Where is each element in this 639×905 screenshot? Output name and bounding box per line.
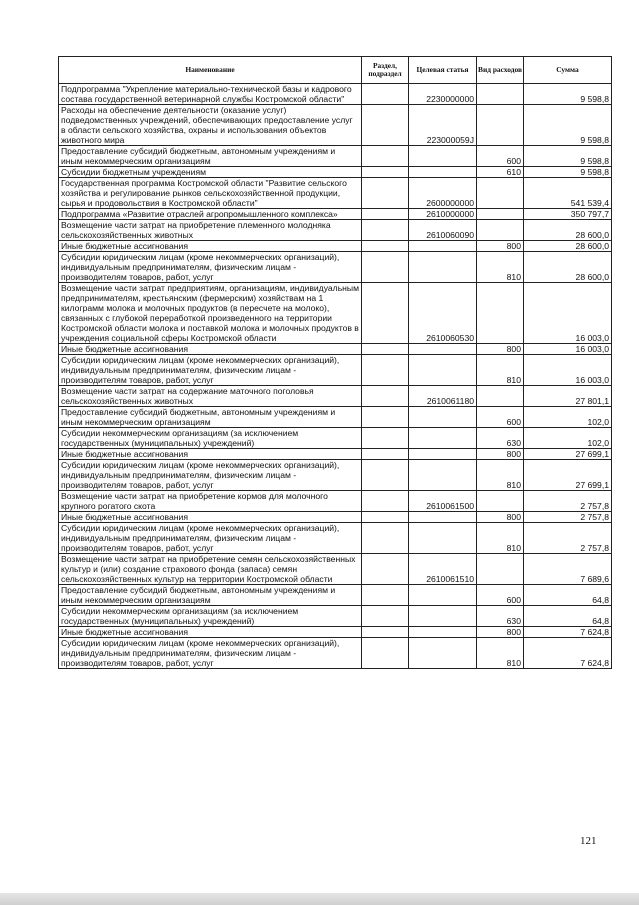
cell-section — [362, 449, 409, 460]
cell-section — [362, 283, 409, 344]
header-section: Раздел, подраздел — [362, 57, 409, 84]
cell-expense: 800 — [477, 512, 524, 523]
cell-name: Субсидии юридическим лицам (кроме некоммерческих организаций), индивидуальным предпринимателям, физическим лицам - производителям товаров, работ, услуг — [59, 355, 362, 386]
cell-sum: 27 699,1 — [524, 460, 612, 491]
table-row — [59, 460, 612, 491]
cell-expense: 630 — [477, 606, 524, 627]
cell-target — [409, 428, 477, 449]
cell-name: Субсидии некоммерческим организациям (за исключением государственных (муниципальных) учреждений) — [59, 428, 362, 449]
cell-expense: 600 — [477, 407, 524, 428]
page-number: 121 — [580, 835, 597, 847]
cell-section — [362, 491, 409, 512]
cell-sum: 2 757,8 — [524, 491, 612, 512]
cell-sum: 7 689,6 — [524, 554, 612, 585]
cell-sum: 9 598,8 — [524, 105, 612, 146]
cell-section — [362, 386, 409, 407]
cell-name: Предоставление субсидий бюджетным, автономным учреждениям и иным некоммерческим организациям — [59, 407, 362, 428]
cell-sum: 16 003,0 — [524, 344, 612, 355]
cell-sum: 28 600,0 — [524, 252, 612, 283]
table-row — [59, 84, 612, 105]
table-row — [59, 355, 612, 386]
cell-sum: 9 598,8 — [524, 84, 612, 105]
cell-expense: 600 — [477, 585, 524, 606]
budget-table — [58, 56, 612, 669]
cell-section — [362, 146, 409, 167]
cell-section — [362, 627, 409, 638]
cell-section — [362, 428, 409, 449]
cell-expense: 610 — [477, 167, 524, 178]
table-row — [59, 512, 612, 523]
cell-target — [409, 512, 477, 523]
cell-name: Возмещение части затрат на приобретение кормов для молочного крупного рогатого скота — [59, 491, 362, 512]
cell-expense: 800 — [477, 449, 524, 460]
cell-section — [362, 355, 409, 386]
cell-expense: 800 — [477, 241, 524, 252]
cell-sum: 27 699,1 — [524, 449, 612, 460]
cell-section — [362, 167, 409, 178]
cell-section — [362, 252, 409, 283]
cell-target — [409, 407, 477, 428]
cell-name: Возмещение части затрат предприятиям, организациям, индивидуальным предпринимателям, крестьянским (фермерским) хозяйствам на 1 килограмм молока и молочных продуктов (в пересчете на молоко), связанных с глубокой переработкой произведенного на территории Костромской области молока и поставкой молока и молочных продуктов в учреждения социальной сферы Костромской области — [59, 283, 362, 344]
cell-section — [362, 407, 409, 428]
cell-sum: 64,8 — [524, 585, 612, 606]
cell-expense — [477, 105, 524, 146]
cell-sum: 27 801,1 — [524, 386, 612, 407]
cell-expense: 800 — [477, 344, 524, 355]
table-row — [59, 241, 612, 252]
cell-sum: 7 624,8 — [524, 627, 612, 638]
cell-name: Иные бюджетные ассигнования — [59, 241, 362, 252]
cell-sum: 541 539,4 — [524, 178, 612, 209]
cell-name: Подпрограмма "Укрепление материально-технической базы и кадрового состава государственной ветеринарной службы Костромской области" — [59, 84, 362, 105]
cell-section — [362, 512, 409, 523]
cell-sum: 7 624,8 — [524, 638, 612, 669]
table-row — [59, 386, 612, 407]
cell-target: 2610060530 — [409, 283, 477, 344]
cell-sum: 350 797,7 — [524, 209, 612, 220]
cell-expense — [477, 84, 524, 105]
cell-section — [362, 606, 409, 627]
cell-name: Подпрограмма «Развитие отраслей агропромышленного комплекса» — [59, 209, 362, 220]
cell-sum: 102,0 — [524, 428, 612, 449]
cell-sum: 28 600,0 — [524, 220, 612, 241]
table-row — [59, 491, 612, 512]
cell-expense — [477, 554, 524, 585]
header-expense: Вид расходов — [477, 57, 524, 84]
page-edge-shadow — [0, 893, 639, 905]
cell-name: Возмещение части затрат на содержание маточного поголовья сельскохозяйственных животных — [59, 386, 362, 407]
cell-sum: 16 003,0 — [524, 355, 612, 386]
cell-section — [362, 523, 409, 554]
table-row — [59, 178, 612, 209]
table-row — [59, 585, 612, 606]
table-row — [59, 220, 612, 241]
cell-target — [409, 606, 477, 627]
cell-section — [362, 241, 409, 252]
cell-expense: 810 — [477, 523, 524, 554]
cell-expense: 800 — [477, 627, 524, 638]
cell-name: Возмещение части затрат на приобретение семян сельскохозяйственных культур и (или) создание страхового фонда (запаса) семян сельскохозяйственных культур на территории Костромской области — [59, 554, 362, 585]
cell-name: Субсидии юридическим лицам (кроме некоммерческих организаций), индивидуальным предпринимателям, физическим лицам - производителям товаров, работ, услуг — [59, 638, 362, 669]
table-row — [59, 428, 612, 449]
header-name: Наименование — [59, 57, 362, 84]
cell-section — [362, 638, 409, 669]
table-body — [59, 84, 612, 669]
table-row — [59, 146, 612, 167]
cell-expense — [477, 283, 524, 344]
cell-sum: 9 598,8 — [524, 146, 612, 167]
cell-section — [362, 344, 409, 355]
cell-target: 2610061510 — [409, 554, 477, 585]
cell-target — [409, 585, 477, 606]
cell-target — [409, 627, 477, 638]
cell-section — [362, 220, 409, 241]
cell-name: Иные бюджетные ассигнования — [59, 449, 362, 460]
table-row — [59, 638, 612, 669]
cell-expense: 630 — [477, 428, 524, 449]
table-row — [59, 554, 612, 585]
cell-sum: 9 598,8 — [524, 167, 612, 178]
cell-name: Субсидии бюджетным учреждениям — [59, 167, 362, 178]
cell-target — [409, 167, 477, 178]
table-header-row — [59, 57, 612, 84]
table-row — [59, 344, 612, 355]
cell-name: Иные бюджетные ассигнования — [59, 344, 362, 355]
table-row — [59, 606, 612, 627]
cell-expense: 810 — [477, 355, 524, 386]
cell-section — [362, 178, 409, 209]
cell-sum: 28 600,0 — [524, 241, 612, 252]
cell-section — [362, 105, 409, 146]
cell-expense — [477, 178, 524, 209]
cell-target: 2610061500 — [409, 491, 477, 512]
table-row — [59, 449, 612, 460]
cell-expense — [477, 491, 524, 512]
cell-section — [362, 554, 409, 585]
table-row — [59, 105, 612, 146]
table-row — [59, 252, 612, 283]
cell-section — [362, 209, 409, 220]
cell-name: Государственная программа Костромской области "Развитие сельского хозяйства и регулирование рынков сельскохозяйственной продукции, сырья и продовольствия в Костромской области" — [59, 178, 362, 209]
cell-target: 2610061180 — [409, 386, 477, 407]
cell-target: 2600000000 — [409, 178, 477, 209]
cell-target: 2610060090 — [409, 220, 477, 241]
cell-sum: 16 003,0 — [524, 283, 612, 344]
cell-target — [409, 449, 477, 460]
cell-name: Субсидии некоммерческим организациям (за исключением государственных (муниципальных) учреждений) — [59, 606, 362, 627]
cell-sum: 2 757,8 — [524, 523, 612, 554]
table-row — [59, 627, 612, 638]
cell-target — [409, 638, 477, 669]
cell-target — [409, 241, 477, 252]
cell-expense — [477, 209, 524, 220]
table-row — [59, 523, 612, 554]
header-sum: Сумма — [524, 57, 612, 84]
cell-target — [409, 460, 477, 491]
cell-target — [409, 344, 477, 355]
cell-name: Расходы на обеспечение деятельности (оказание услуг) подведомственных учреждений, обеспечивающих предоставление услуг в области сельского хозяйства, охраны и использования объектов животного мира — [59, 105, 362, 146]
cell-expense: 810 — [477, 638, 524, 669]
cell-sum: 64,8 — [524, 606, 612, 627]
cell-name: Иные бюджетные ассигнования — [59, 512, 362, 523]
cell-target — [409, 355, 477, 386]
cell-sum: 102,0 — [524, 407, 612, 428]
cell-target: 223000059J — [409, 105, 477, 146]
cell-section — [362, 585, 409, 606]
cell-name: Субсидии юридическим лицам (кроме некоммерческих организаций), индивидуальным предпринимателям, физическим лицам - производителям товаров, работ, услуг — [59, 460, 362, 491]
cell-target — [409, 146, 477, 167]
cell-target — [409, 523, 477, 554]
cell-section — [362, 460, 409, 491]
cell-expense: 810 — [477, 252, 524, 283]
cell-name: Возмещение части затрат на приобретение племенного молодняка сельскохозяйственных животных — [59, 220, 362, 241]
cell-name: Предоставление субсидий бюджетным, автономным учреждениям и иным некоммерческим организациям — [59, 585, 362, 606]
table-row — [59, 407, 612, 428]
cell-name: Предоставление субсидий бюджетным, автономным учреждениям и иным некоммерческим организациям — [59, 146, 362, 167]
cell-name: Иные бюджетные ассигнования — [59, 627, 362, 638]
cell-sum: 2 757,8 — [524, 512, 612, 523]
cell-expense — [477, 386, 524, 407]
cell-section — [362, 84, 409, 105]
cell-target: 2230000000 — [409, 84, 477, 105]
cell-name: Субсидии юридическим лицам (кроме некоммерческих организаций), индивидуальным предпринимателям, физическим лицам - производителям товаров, работ, услуг — [59, 523, 362, 554]
cell-expense: 810 — [477, 460, 524, 491]
table-row — [59, 209, 612, 220]
cell-expense: 600 — [477, 146, 524, 167]
table-row — [59, 167, 612, 178]
cell-target: 2610000000 — [409, 209, 477, 220]
table-row — [59, 283, 612, 344]
cell-name: Субсидии юридическим лицам (кроме некоммерческих организаций), индивидуальным предпринимателям, физическим лицам - производителям товаров, работ, услуг — [59, 252, 362, 283]
cell-target — [409, 252, 477, 283]
cell-expense — [477, 220, 524, 241]
header-target: Целевая статья — [409, 57, 477, 84]
